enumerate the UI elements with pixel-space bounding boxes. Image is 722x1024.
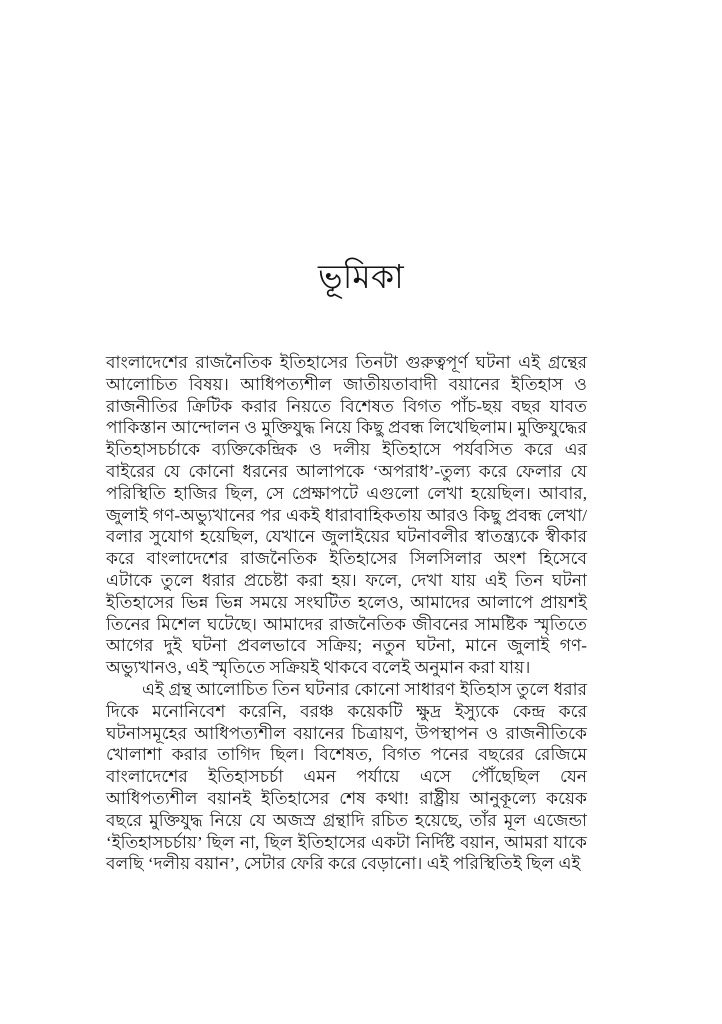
- paragraph-1: বাংলাদেশের রাজনৈতিক ইতিহাসের তিনটা গুরুত্বপূর্ণ ঘটনা এই গ্রন্থের আলোচিত বিষয়। আধিপত্যশীল জাতীয়তাবাদী বয়ানের ইতিহাস ও রাজনীতির ক্রিটিক করার নিয়তে বিশেষত বিগত পাঁচ-ছয় বছর যাবত পাকিস্তান আন্দোলন ও মুক্তিযুদ্ধ নিয়ে কিছু প্রবন্ধ লিখেছিলাম। মুক্তিযুদ্ধের ইতিহাসচর্চাকে ব্যক্তিকেন্দ্রিক ও দলীয় ইতিহাসে পর্যবসিত করে এর বাইরের যে কোনো ধরনের আলাপকে ‘অপরাধ’-তুল্য করে ফেলার যে পরিস্থিতি হাজির ছিল, সে প্রেক্ষাপটে এগুলো লেখা হয়েছিল। আবার, জুলাই গণ-অভ্যুখানের পর একই ধারাবাহিকতায় আরও কিছু প্রবন্ধ লেখা/বলার সুযোগ হয়েছিল, যেখানে জুলাইয়ের ঘটনাবলীর স্বাতন্ত্র্যকে স্বীকার করে বাংলাদেশের রাজনৈতিক ইতিহাসের সিলসিলার অংশ হিসেবে এটাকে তুলে ধরার প্রচেষ্টা করা হয়। ফলে, দেখা যায় এই তিন ঘটনা ইতিহাসের ভিন্ন ভিন্ন সময়ে সংঘটিত হলেও, আমাদের আলাপে প্রায়শই তিনের মিশেল ঘটেছে। আমাদের রাজনৈতিক জীবনের সামষ্টিক স্মৃতিতে আগের দুই ঘটনা প্রবলভাবে সক্রিয়; নতুন ঘটনা, মানে জুলাই গণ-অভ্যুখানও, এই স্মৃতিতে সক্রিয়ই থাকবে বলেই অনুমান করা যায়।: [106, 353, 587, 678]
- paragraph-2: এই গ্রন্থ আলোচিত তিন ঘটনার কোনো সাধারণ ইতিহাস তুলে ধরার দিকে মনোনিবেশ করেনি, বরঞ্চ কয়েকটি ক্ষুদ্র ইস্যুকে কেন্দ্র করে ঘটনাসমূহের আধিপত্যশীল বয়ানের চিত্রায়ণ, উপস্থাপন ও রাজনীতিকে খোলাশা করার তাগিদ ছিল। বিশেষত, বিগত পনের বছরের রেজিমে বাংলাদেশের ইতিহাসচর্চা এমন পর্যায়ে এসে পৌঁছেছিল যেন আধিপত্যশীল বয়ানই ইতিহাসের শেষ কথা! রাষ্ট্রীয় আনুকূল্যে কয়েক বছরে মুক্তিযুদ্ধ নিয়ে যে অজস্র গ্রন্থাদি রচিত হয়েছে, তাঁর মূল এজেন্ডা ‘ইতিহাসচর্চায়’ ছিল না, ছিল ইতিহাসের একটা নির্দিষ্ট বয়ান, আমরা যাকে বলছি ‘দলীয় বয়ান’, সেটার ফেরি করে বেড়ানো। এই পরিস্থিতিই ছিল এই: [106, 679, 587, 874]
- page-title: ভূমিকা: [318, 260, 404, 297]
- body-text-block: [106, 352, 587, 875]
